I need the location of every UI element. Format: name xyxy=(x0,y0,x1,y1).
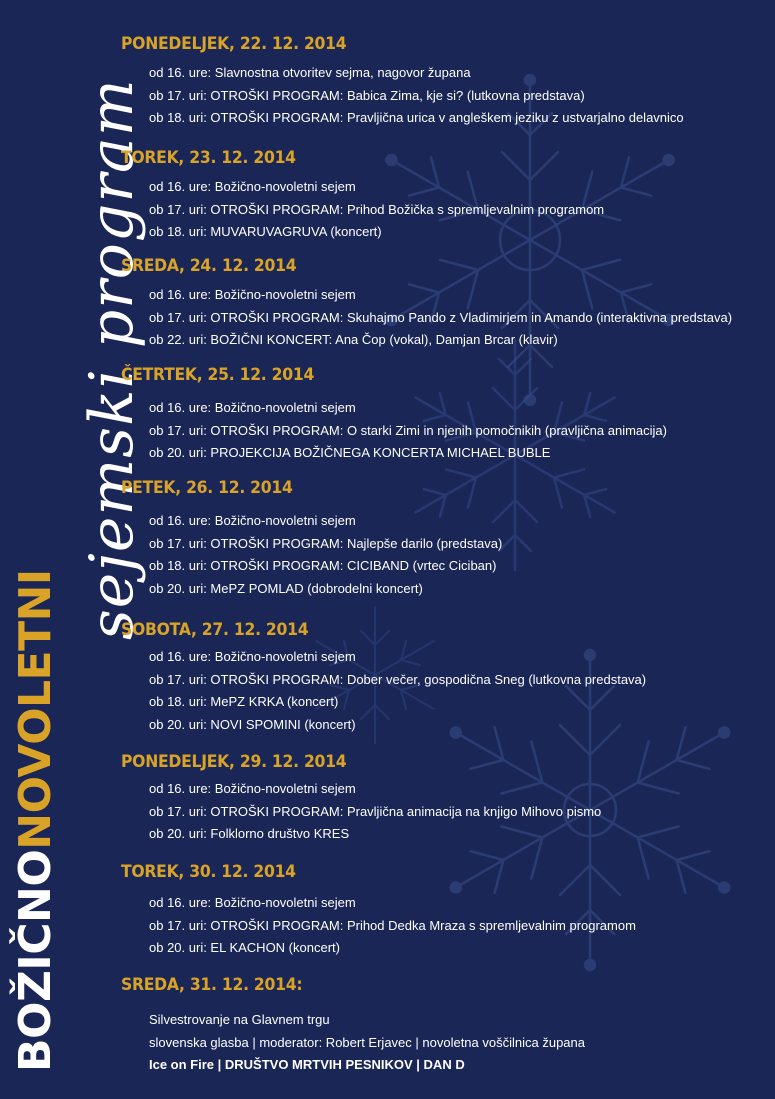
script-title: sejemski program xyxy=(77,78,147,640)
event-line: ob 17. uri: OTROŠKI PROGRAM: Najlepše darilo (predstava) xyxy=(149,535,503,551)
event-line: ob 20. uri: PROJEKCIJA BOŽIČNEGA KONCERTA MICHAEL BUBLE xyxy=(149,445,551,461)
day-block xyxy=(121,862,636,960)
day-block xyxy=(121,478,502,600)
event-line: od 16. ure: Božično-novoletni sejem xyxy=(149,513,356,528)
event-line: od 16. ure: Božično-novoletni sejem xyxy=(149,649,356,664)
event-line: ob 18. uri: OTROŠKI PROGRAM: CICIBAND (vrtec Ciciban) xyxy=(149,558,497,574)
event-line: ob 20. uri: Folklorno društvo KRES xyxy=(149,826,350,842)
day-heading: TOREK, 30. 12. 2014 xyxy=(121,862,296,882)
event-line: od 16. ure: Božično-novoletni sejem xyxy=(149,781,356,796)
event-line: ob 22. uri: BOŽIČNI KONCERT: Ana Čop (vokal), Damjan Brcar (klavir) xyxy=(149,332,558,348)
day-heading: PETEK, 26. 12. 2014 xyxy=(121,478,293,498)
event-line: ob 18. uri: MUVARUVAGRUVA (koncert) xyxy=(149,224,382,240)
event-line: ob 17. uri: OTROŠKI PROGRAM: Dober večer, gospodična Sneg (lutkovna predstava) xyxy=(149,671,647,687)
event-line: ob 18. uri: OTROŠKI PROGRAM: Pravljična urica v angleškem jeziku z ustvarjalno delavnico xyxy=(149,110,684,126)
day-block xyxy=(121,975,585,1077)
day-heading: TOREK, 23. 12. 2014 xyxy=(121,148,296,168)
event-line: ob 17. uri: OTROŠKI PROGRAM: O starki Zimi in njenih pomočnikih (pravljična animacija) xyxy=(149,422,667,438)
day-heading: ČETRTEK, 25. 12. 2014 xyxy=(121,365,315,385)
day-heading: PONEDELJEK, 22. 12. 2014 xyxy=(121,34,347,54)
day-block xyxy=(121,620,646,736)
event-line: od 16. ure: Božično-novoletni sejem xyxy=(149,179,356,194)
event-line: Silvestrovanje na Glavnem trgu xyxy=(149,1012,330,1027)
event-line: ob 17. uri: OTROŠKI PROGRAM: Skuhajmo Pando z Vladimirjem in Amando (interaktivna predstava) xyxy=(149,309,733,325)
day-block xyxy=(121,752,601,846)
event-line: ob 20. uri: EL KACHON (koncert) xyxy=(149,940,340,956)
event-line: slovenska glasba | moderator: Robert Erjavec | novoletna voščilnica župana xyxy=(149,1034,585,1050)
side-title-novoletni: NOVOLETNI xyxy=(10,569,61,850)
event-line: ob 17. uri: OTROŠKI PROGRAM: Prihod Božička s spremljevalnim programom xyxy=(149,201,605,217)
event-highlight: Ice on Fire | DRUŠTVO MRTVIH PESNIKOV | DAN D xyxy=(149,1057,465,1073)
day-heading: PONEDELJEK, 29. 12. 2014 xyxy=(121,752,347,772)
event-line: ob 20. uri: MePZ POMLAD (dobrodelni koncert) xyxy=(149,580,423,596)
event-line: od 16. ure: Slavnostna otvoritev sejma, nagovor župana xyxy=(149,65,471,80)
event-line: od 16. ure: Božično-novoletni sejem xyxy=(149,400,356,415)
event-line: ob 17. uri: OTROŠKI PROGRAM: Pravljična animacija na knjigo Mihovo pismo xyxy=(149,803,602,819)
day-heading: SOBOTA, 27. 12. 2014 xyxy=(121,620,309,640)
event-line: ob 18. uri: MePZ KRKA (koncert) xyxy=(149,694,339,710)
day-block xyxy=(121,34,684,130)
event-line: ob 17. uri: OTROŠKI PROGRAM: Prihod Dedka Mraza s spremljevalnim programom xyxy=(149,917,636,933)
day-block xyxy=(121,365,667,465)
day-block xyxy=(121,148,604,244)
event-line: od 16. ure: Božično-novoletni sejem xyxy=(149,895,356,910)
side-title xyxy=(10,569,61,1072)
event-line: od 16. ure: Božično-novoletni sejem xyxy=(149,287,356,302)
event-line: ob 20. uri: NOVI SPOMINI (koncert) xyxy=(149,716,356,732)
day-block xyxy=(121,256,732,352)
side-title-bozicno: BOŽIČNO xyxy=(10,849,61,1072)
event-line: ob 17. uri: OTROŠKI PROGRAM: Babica Zima, kje si? (lutkovna predstava) xyxy=(149,87,585,103)
day-heading: SREDA, 31. 12. 2014: xyxy=(121,975,303,995)
day-heading: SREDA, 24. 12. 2014 xyxy=(121,256,297,276)
